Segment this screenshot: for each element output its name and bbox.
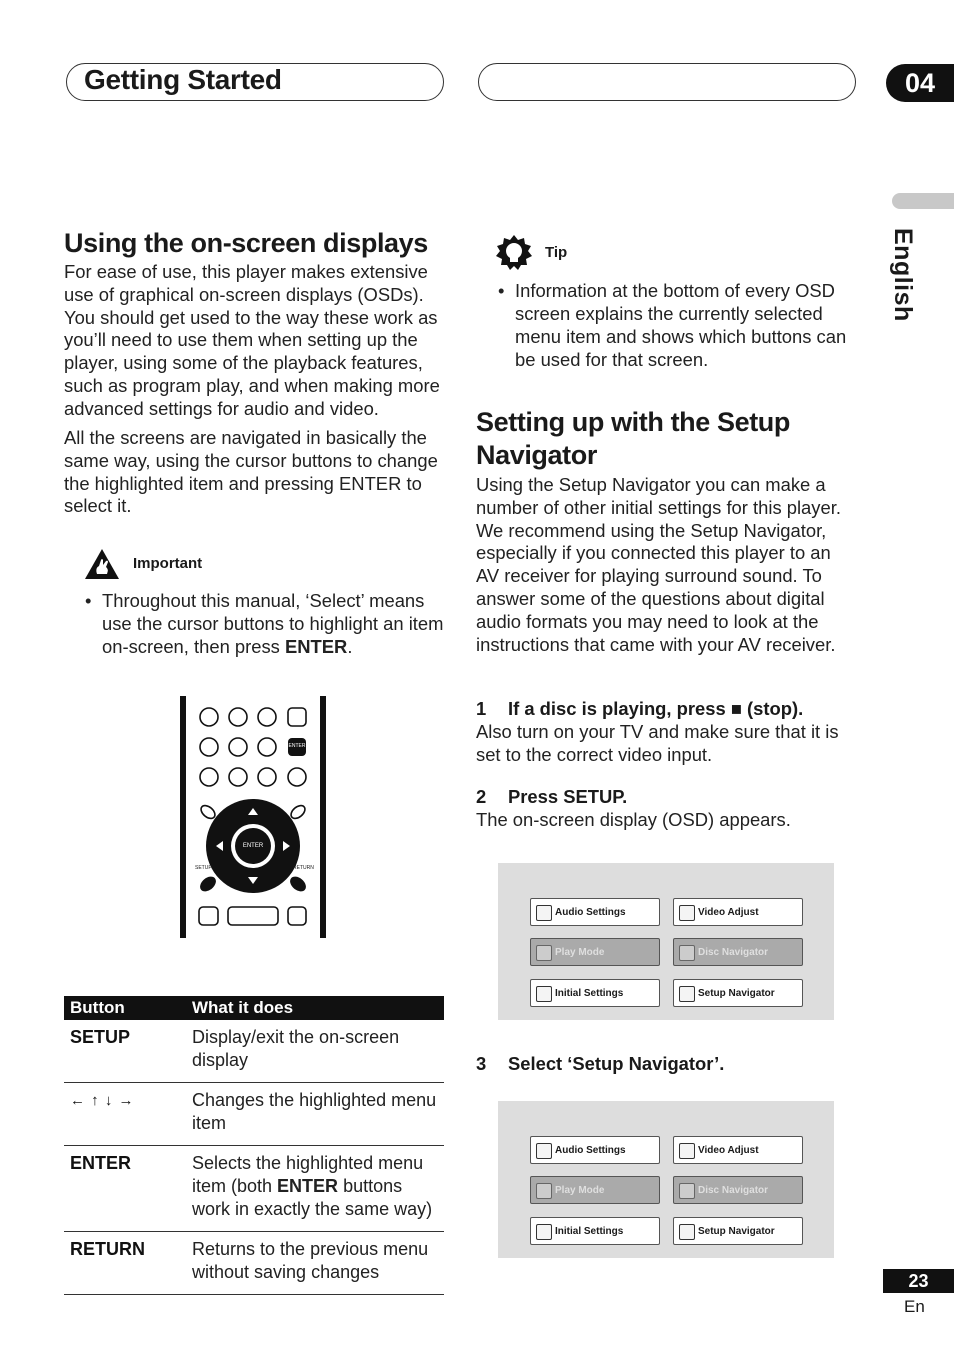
table-row: [64, 1146, 444, 1232]
osd-screen-2: [498, 1101, 834, 1258]
table-value: Returns to the previous menu without saving changes: [186, 1232, 444, 1295]
osd-audio-settings[interactable]: Audio Settings: [530, 1136, 660, 1164]
osd-video-adjust[interactable]: Video Adjust: [673, 898, 803, 926]
monitor-icon: [679, 1143, 695, 1159]
settings-icon: [536, 1224, 552, 1240]
step-3-title: 3 Select ‘Setup Navigator’.: [476, 1053, 725, 1074]
table-key-enter: ENTER: [64, 1146, 186, 1232]
table-header-row: [64, 996, 444, 1020]
osd-audio-settings[interactable]: Audio Settings: [530, 898, 660, 926]
monitor-icon: [679, 905, 695, 921]
table-row: [64, 1083, 444, 1146]
remote-enter-small-label: ENTER: [288, 743, 306, 749]
navigation-paragraph: All the screens are navigated in basically the same way, using the cursor buttons to change the highlighted item and pressing ENTER to select it.: [64, 427, 438, 517]
setup-navigator-paragraph: Using the Setup Navigator you can make a number of other initial settings for this player. We recommend using the Setup Navigator, especially if you connected this player to an AV receiver for playing surround sound. To answer some of the questions about digital audio formats you may need to look at the instructions that came with your AV receiver.: [476, 474, 841, 655]
button-function-table: [64, 996, 444, 1295]
table-key-setup: SETUP: [64, 1020, 186, 1083]
right-heading: Setting up with the Setup Navigator: [476, 407, 790, 470]
remote-control-illustration: [178, 694, 328, 940]
remote-return-label: RETURN: [293, 865, 314, 871]
table-value: Changes the highlighted menu item: [186, 1083, 444, 1146]
step-1-text: Also turn on your TV and make sure that it is set to the correct video input.: [476, 721, 839, 765]
step-2-text: The on-screen display (OSD) appears.: [476, 809, 791, 830]
step-2-title: 2 Press SETUP.: [476, 786, 628, 807]
osd-disc-navigator[interactable]: Disc Navigator: [673, 938, 803, 966]
step-1-title: 1 If a disc is playing, press ■ (stop).: [476, 698, 804, 719]
play-icon: [536, 1183, 552, 1199]
language-label: English: [889, 228, 917, 322]
remote-setup-label: SETUP: [195, 865, 212, 871]
navigator-icon: [679, 986, 695, 1002]
speaker-icon: [536, 1143, 552, 1159]
page-number: 23: [883, 1269, 954, 1293]
settings-icon: [536, 986, 552, 1002]
osd-initial-settings[interactable]: Initial Settings: [530, 979, 660, 1007]
osd-initial-settings[interactable]: Initial Settings: [530, 1217, 660, 1245]
navigator-icon: [679, 1224, 695, 1240]
chapter-number: 04: [886, 64, 954, 102]
osd-setup-navigator[interactable]: Setup Navigator: [673, 1217, 803, 1245]
important-label: Important: [133, 555, 203, 572]
speaker-icon: [536, 905, 552, 921]
play-icon: [536, 945, 552, 961]
important-warning-icon: [84, 547, 120, 581]
table-value: Selects the highlighted menu item (both ENTER buttons work in exactly the same way): [186, 1146, 444, 1232]
table-key-return: RETURN: [64, 1232, 186, 1295]
disc-icon: [679, 945, 695, 961]
osd-setup-navigator[interactable]: Setup Navigator: [673, 979, 803, 1007]
osd-play-mode[interactable]: Play Mode: [530, 938, 660, 966]
tip-lightbulb-icon: [495, 234, 533, 272]
tip-note: • Information at the bottom of every OSD screen explains the currently selected menu item and shows which buttons can be used for that screen.: [498, 280, 847, 370]
left-heading: Using the on-screen displays: [64, 228, 428, 258]
column-header-button: Button: [64, 996, 186, 1020]
header-right-frame: [478, 63, 856, 101]
tip-label: Tip: [545, 244, 568, 261]
column-header-function: What it does: [186, 996, 444, 1020]
osd-play-mode[interactable]: Play Mode: [530, 1176, 660, 1204]
language-code: En: [904, 1297, 925, 1316]
osd-disc-navigator[interactable]: Disc Navigator: [673, 1176, 803, 1204]
remote-enter-label: ENTER: [242, 843, 264, 849]
section-title: Getting Started: [84, 64, 282, 95]
intro-paragraph: For ease of use, this player makes extensive use of graphical on-screen displays (OSDs). You should get used to the way these work as you’ll need to use them when setting up the player, using some of the playback features, such as program play, and when making more advanced settings for audio and video.: [64, 261, 440, 419]
table-row: [64, 1232, 444, 1295]
important-note: • Throughout this manual, ‘Select’ means use the cursor buttons to highlight an item on-screen, then press ENTER.: [85, 590, 444, 657]
osd-screen-1: [498, 863, 834, 1020]
disc-icon: [679, 1183, 695, 1199]
table-row: [64, 1020, 444, 1083]
table-key-arrows: ← ↑ ↓ →: [64, 1083, 186, 1146]
osd-video-adjust[interactable]: Video Adjust: [673, 1136, 803, 1164]
table-value: Display/exit the on-screen display: [186, 1020, 444, 1083]
side-tab: [892, 193, 954, 209]
